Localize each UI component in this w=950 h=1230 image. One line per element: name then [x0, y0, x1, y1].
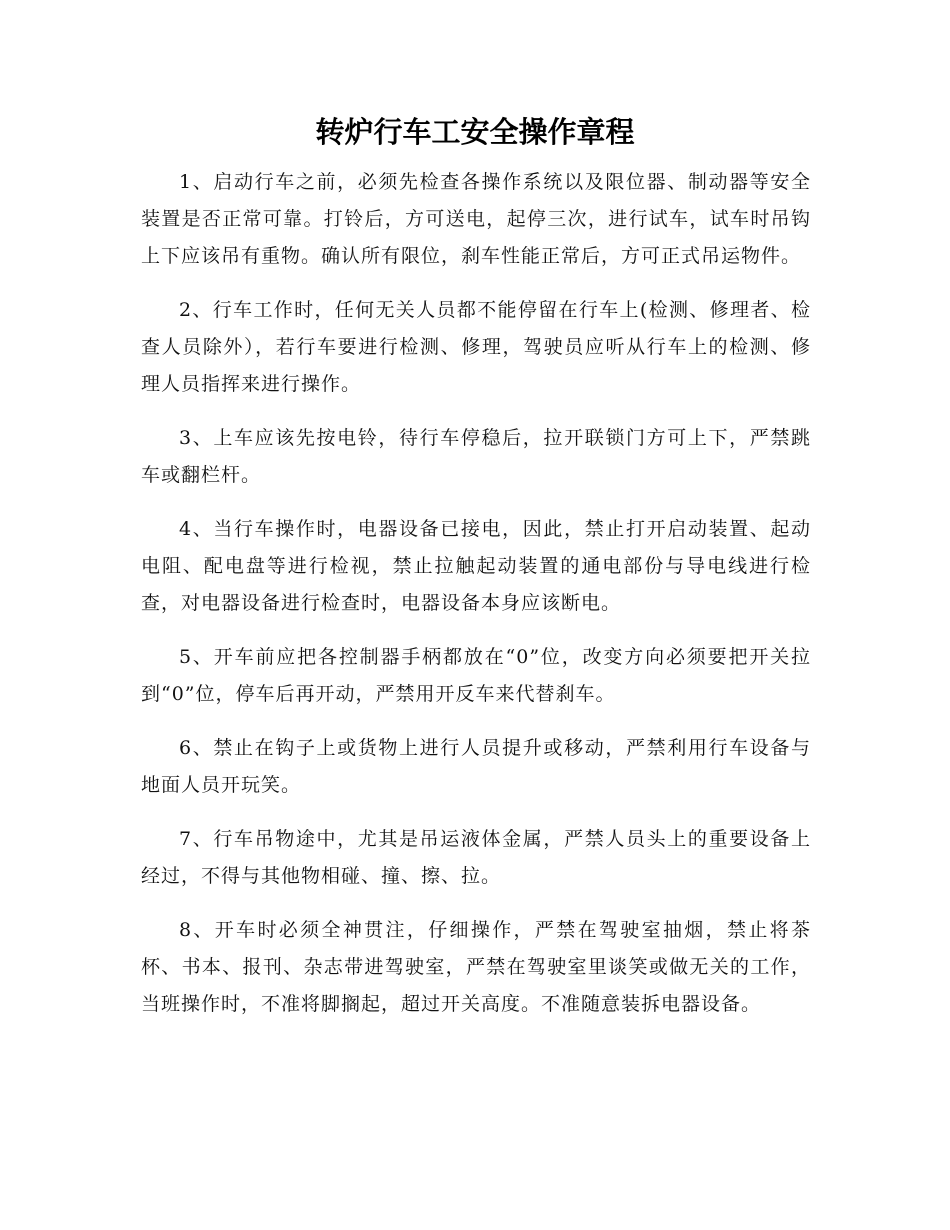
document-title: 转炉行车工安全操作章程: [315, 115, 635, 149]
rule-paragraph-2: 2、行车工作时，任何无关人员都不能停留在行车上(检测、修理者、检查人员除外），若行车要进行检测、修理，驾驶员应听从行车上的检测、修理人员指挥来进行操作。: [141, 299, 811, 395]
document-body: [141, 164, 811, 1040]
rule-paragraph-8: 8、开车时必须全神贯注，仔细操作，严禁在驾驶室抽烟，禁止将茶杯、书本、报刊、杂志带进驾驶室，严禁在驾驶室里谈笑或做无关的工作，当班操作时，不准将脚搁起，超过开关高度。不准随意装拆电器设备。: [141, 919, 811, 1015]
rule-paragraph-7: 7、行车吊物途中，尤其是吊运液体金属，严禁人员头上的重要设备上经过，不得与其他物相碰、撞、擦、拉。: [141, 828, 811, 887]
rule-paragraph-1: 1、启动行车之前，必须先检查各操作系统以及限位器、制动器等安全装置是否正常可靠。打铃后，方可送电，起停三次，进行试车，试车时吊钩上下应该吊有重物。确认所有限位，刹车性能正常后，方可正式吊运物件。: [141, 171, 811, 267]
rule-paragraph-5: 5、开车前应把各控制器手柄都放在“0”位，改变方向必须要把开关拉到“0”位，停车后再开动，严禁用开反车来代替刹车。: [141, 646, 811, 705]
rule-paragraph-3: 3、上车应该先按电铃，待行车停稳后，拉开联锁门方可上下，严禁跳车或翻栏杆。: [141, 427, 811, 486]
rule-paragraph-4: 4、当行车操作时，电器设备已接电，因此，禁止打开启动装置、起动电阻、配电盘等进行检视，禁止拉触起动装置的通电部份与导电线进行检查，对电器设备进行检查时，电器设备本身应该断电。: [141, 518, 811, 614]
rule-paragraph-6: 6、禁止在钩子上或货物上进行人员提升或移动，严禁利用行车设备与地面人员开玩笑。: [141, 737, 811, 796]
